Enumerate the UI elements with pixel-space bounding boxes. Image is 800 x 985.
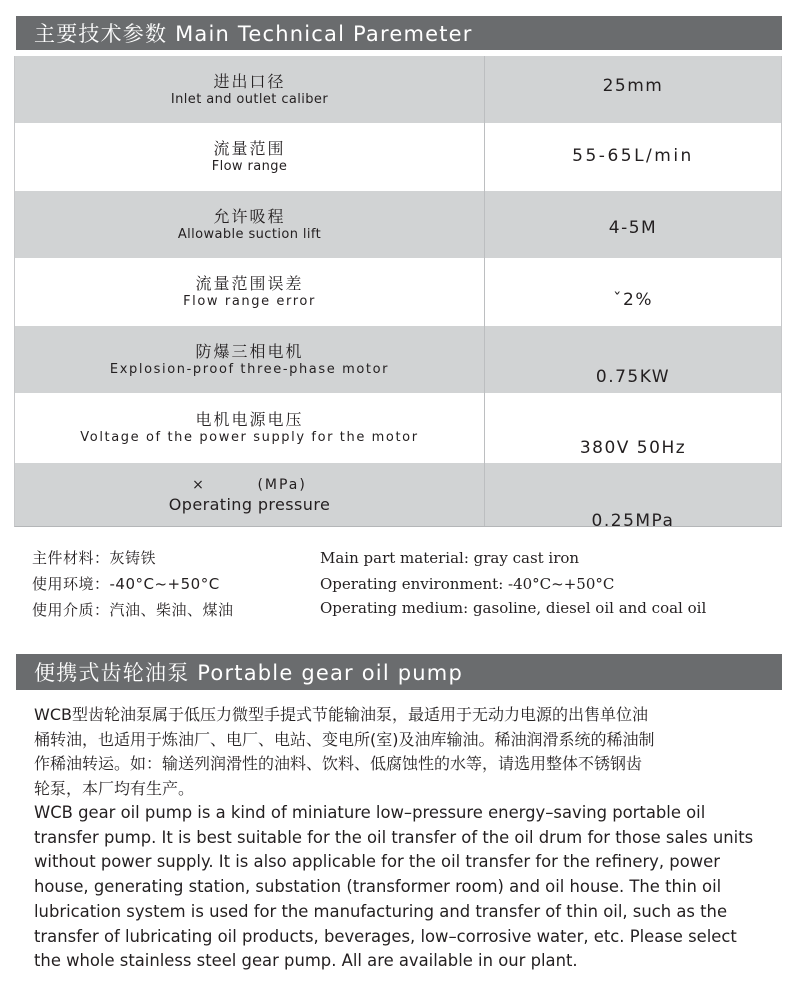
description-en-line: without power supply. It is also applicable for the oil transfer for the refinery, power [34, 852, 720, 872]
spec-label-zh: 流量范围误差 [195, 274, 304, 293]
spec-label-zh: × (MPa) [192, 477, 307, 493]
spec-row-motor [15, 326, 781, 393]
description-zh [34, 703, 786, 801]
spec-label [15, 191, 485, 258]
spec-row-suction [15, 191, 781, 258]
spec-label-zh: 电机电源电压 [195, 410, 304, 429]
environment-zh-line: 使用环境：-40°C~+50°C [32, 575, 220, 593]
description-en-line: transfer of lubricating oil products, beverages, low–corrosive water, etc. Please select [34, 926, 737, 946]
spec-label-en: Flow range error [183, 294, 316, 309]
medium-zh-line: 使用介质：汽油、柴油、煤油 [32, 601, 234, 619]
spec-label [15, 56, 485, 123]
environment-en-line: Operating environment: -40°C~+50°C [320, 575, 615, 593]
spec-section-header [16, 16, 782, 50]
spec-value: 0.25MPa [591, 511, 675, 527]
description-zh-line: 作稀油转运。如：输送列润滑性的油料、饮料、低腐蚀性的水等，请选用整体不锈钢齿 [34, 754, 643, 773]
spec-label [15, 123, 485, 191]
spec-label-zh: 允许吸程 [213, 206, 286, 226]
spec-section-title: 主要技术参数 Main Technical Paremeter [34, 22, 473, 46]
description-en-line: lubrication system is used for the manufacturing and transfer of thin oil, such as the [34, 901, 728, 921]
product-section-title: 便携式齿轮油泵 Portable gear oil pump [34, 661, 463, 685]
spec-value: 4-5M [608, 218, 658, 238]
spec-label-zh: 进出口径 [213, 71, 286, 91]
spec-value: 25mm [602, 76, 664, 96]
spec-label [15, 463, 485, 527]
spec-table [14, 56, 782, 527]
description-en-line: transfer pump. It is best suitable for the oil transfer of the oil drum for those sales units [34, 827, 754, 847]
medium-en-line: Operating medium: gasoline, diesel oil and coal oil [320, 599, 707, 617]
description-en-line: WCB gear oil pump is a kind of miniature low–pressure energy–saving portable oil [34, 803, 706, 822]
spec-value-cell [485, 191, 781, 258]
spec-value-cell [485, 463, 781, 527]
spec-label-en: Operating pressure [168, 495, 331, 514]
spec-label-zh: 流量范围 [213, 139, 286, 158]
spec-label-en: Flow range [211, 159, 288, 174]
spec-label-en: Inlet and outlet caliber [170, 91, 329, 107]
spec-label [15, 326, 485, 393]
material-zh-line: 主件材料：灰铸铁 [32, 549, 157, 567]
spec-row-inlet [15, 56, 781, 123]
description-zh-line: WCB型齿轮油泵属于低压力微型手提式节能输油泵，最适用于无动力电源的出售单位油 [34, 705, 648, 724]
spec-value: 0.75KW [595, 367, 671, 387]
description-zh-line: 轮泵，本厂均有生产。 [34, 778, 195, 798]
product-section-header [16, 654, 782, 690]
spec-row-flow [15, 123, 781, 191]
spec-label-en: Explosion-proof three-phase motor [109, 361, 390, 377]
spec-row-pressure [15, 463, 781, 527]
material-en-line: Main part material: gray cast iron [320, 549, 580, 567]
spec-value-cell [485, 393, 781, 463]
spec-label [15, 393, 485, 463]
spec-value-cell [485, 326, 781, 393]
description-en [34, 801, 786, 974]
spec-value: 55-65L/min [572, 146, 694, 166]
spec-label [15, 258, 485, 326]
materials-block [32, 546, 792, 636]
spec-label-zh: 防爆三相电机 [195, 341, 304, 361]
spec-label-en: Voltage of the power supply for the motor [80, 430, 419, 445]
spec-value-cell [485, 258, 781, 326]
spec-row-voltage [15, 393, 781, 463]
spec-value: 380V 50Hz [579, 438, 687, 458]
spec-row-flow-error [15, 258, 781, 326]
spec-value-cell [485, 56, 781, 123]
spec-value-cell [485, 123, 781, 191]
spec-value: ˇ2% [613, 290, 653, 310]
description-en-line: house, generating station, substation (transformer room) and oil house. The thin oil [34, 877, 722, 897]
description-zh-line: 桶转油，也适用于炼油厂、电厂、电站、变电所(室)及油库输油。稀油润滑系统的稀油制 [34, 729, 655, 749]
description-en-line: the whole stainless steel gear pump. All are available in our plant. [34, 951, 578, 971]
spec-label-en: Allowable suction lift [177, 226, 322, 242]
